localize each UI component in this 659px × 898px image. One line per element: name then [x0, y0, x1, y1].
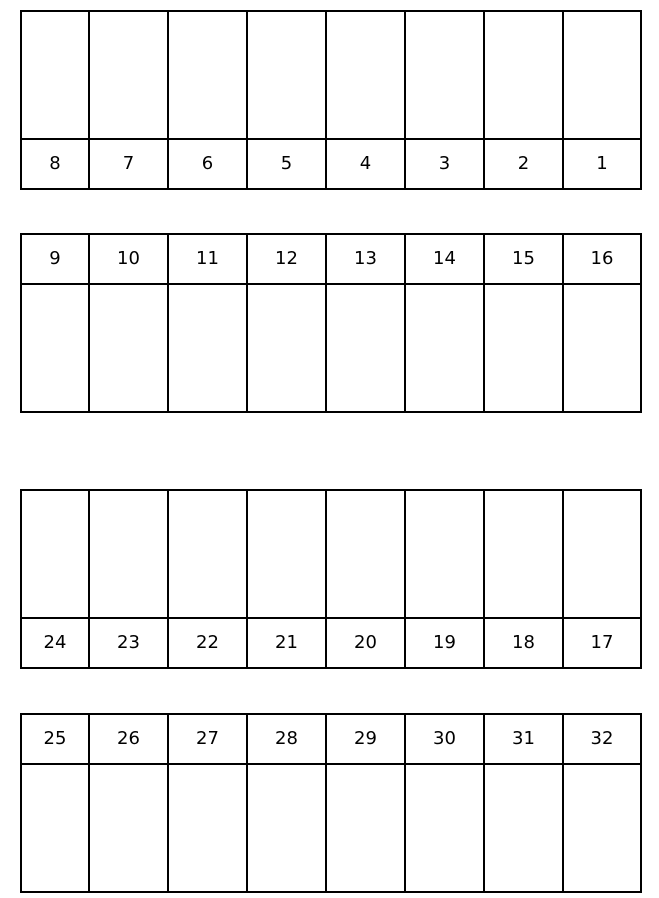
slot-number: 22: [167, 617, 246, 667]
slot-grid-block-4: [20, 713, 642, 893]
blank-slot: [246, 765, 325, 891]
slot-number: 5: [246, 138, 325, 188]
blank-slot: [88, 491, 167, 617]
blank-slot: [88, 285, 167, 411]
slot-number: 2: [483, 138, 562, 188]
blank-slot: [562, 285, 640, 411]
slot-number: 19: [404, 617, 483, 667]
slot-number: 28: [246, 715, 325, 765]
blank-slot: [562, 765, 640, 891]
blank-slot: [404, 491, 483, 617]
slot-grid-block-1: [20, 10, 642, 190]
slot-number: 25: [22, 715, 88, 765]
blank-slot: [22, 12, 88, 138]
slot-number: 3: [404, 138, 483, 188]
slot-number: 9: [22, 235, 88, 285]
slot-number: 4: [325, 138, 404, 188]
slot-number: 7: [88, 138, 167, 188]
slot-number: 10: [88, 235, 167, 285]
slot-number: 6: [167, 138, 246, 188]
blank-slot: [483, 12, 562, 138]
slot-number: 32: [562, 715, 640, 765]
blank-slot: [483, 491, 562, 617]
blank-slot: [325, 285, 404, 411]
slot-number: 20: [325, 617, 404, 667]
blank-slot: [404, 12, 483, 138]
slot-number: 1: [562, 138, 640, 188]
blank-slot: [88, 765, 167, 891]
slot-number: 15: [483, 235, 562, 285]
blank-slot: [325, 12, 404, 138]
blank-slot: [483, 285, 562, 411]
blank-slot: [246, 285, 325, 411]
slot-grid-block-2: [20, 233, 642, 413]
blank-slot: [325, 491, 404, 617]
slot-number: 13: [325, 235, 404, 285]
blank-slot: [167, 765, 246, 891]
slot-number: 14: [404, 235, 483, 285]
slot-number: 23: [88, 617, 167, 667]
blank-slot: [246, 12, 325, 138]
blank-slot: [562, 12, 640, 138]
slot-number: 11: [167, 235, 246, 285]
blank-slot: [167, 285, 246, 411]
slot-number: 16: [562, 235, 640, 285]
slot-number: 24: [22, 617, 88, 667]
blank-slot: [404, 285, 483, 411]
blank-slot: [22, 491, 88, 617]
blank-slot: [22, 285, 88, 411]
slot-number: 8: [22, 138, 88, 188]
blank-slot: [562, 491, 640, 617]
blank-slot: [22, 765, 88, 891]
blank-slot: [483, 765, 562, 891]
slot-number: 18: [483, 617, 562, 667]
blank-slot: [246, 491, 325, 617]
slot-number: 26: [88, 715, 167, 765]
slot-number: 17: [562, 617, 640, 667]
slot-number: 30: [404, 715, 483, 765]
slot-number: 27: [167, 715, 246, 765]
blank-slot: [404, 765, 483, 891]
slot-number: 31: [483, 715, 562, 765]
slot-number: 29: [325, 715, 404, 765]
slot-number: 12: [246, 235, 325, 285]
slot-grid-block-3: [20, 489, 642, 669]
blank-slot: [325, 765, 404, 891]
blank-slot: [88, 12, 167, 138]
blank-slot: [167, 491, 246, 617]
blank-slot: [167, 12, 246, 138]
slot-number: 21: [246, 617, 325, 667]
